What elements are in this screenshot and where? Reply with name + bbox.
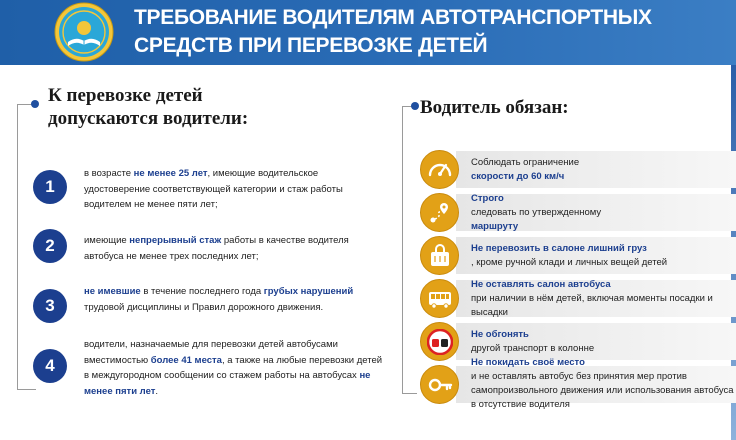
left-item-2-text-b: работы в качестве водителя автобуса не менее трех последних лет; <box>84 235 349 262</box>
left-heading-line-2: допускаются водители: <box>48 108 249 129</box>
left-item-3-text-b: трудовой дисциплины и Правил дорожного движения. <box>84 301 324 313</box>
page-title <box>134 4 652 60</box>
number-badge-3: 3 <box>33 289 67 323</box>
key-icon <box>427 372 453 398</box>
left-item-2-text-a: имеющие <box>84 235 130 246</box>
duty-cargo-bold: Не перевозить в салоне лишний груз <box>471 242 647 254</box>
title-line-2: СРЕДСТВ ПРИ ПЕРЕВОЗКЕ ДЕТЕЙ <box>134 34 488 57</box>
duty-place-text: и не оставлять автобус без принятия мер против самопроизвольного движения или использования автобуса в отсутствие водителя <box>471 371 734 410</box>
left-item-3-bold-a: не имевшие <box>84 286 141 297</box>
number-badge-1: 1 <box>33 170 67 204</box>
left-item-3 <box>84 284 384 315</box>
speedometer-icon <box>427 157 453 183</box>
duty-overtake-bold: Не обгонять <box>471 328 529 340</box>
duty-row-overtake <box>420 323 736 360</box>
duty-text-place <box>471 357 736 410</box>
number-badge-2: 2 <box>33 229 67 263</box>
route-icon <box>427 200 453 226</box>
no-overtaking-icon-badge <box>420 322 459 361</box>
route-icon-badge <box>420 193 459 232</box>
duty-overtake-text: другой транспорт в колонне <box>471 342 595 354</box>
duty-route-text-a: следовать по утвержденному <box>471 206 602 218</box>
left-item-2 <box>84 233 384 264</box>
left-item-3-text-a: в течение последнего года <box>140 286 264 297</box>
duty-speed-bold: скорости до 60 км/ч <box>471 170 565 182</box>
left-item-4 <box>84 337 384 399</box>
bag-icon <box>427 243 453 269</box>
left-item-1-text-a: в возрасте <box>84 168 134 179</box>
no-overtaking-icon <box>427 329 453 355</box>
duty-text-overtake <box>471 323 736 360</box>
duty-row-place <box>420 357 736 410</box>
duty-place-bold: Не покидать своё место <box>471 357 585 368</box>
duty-row-route <box>420 194 736 231</box>
duty-cargo-text: , кроме ручной клади и личных вещей детей <box>471 256 668 268</box>
left-item-2-bold-a: непрерывный стаж <box>129 235 222 246</box>
left-heading-line-1: К перевозке детей <box>48 85 203 106</box>
speedometer-icon-badge <box>420 150 459 189</box>
duty-route-bold-b: маршруту <box>471 220 519 232</box>
left-item-1-text-b: , имеющие водительское удостоверение соответствующей категории и стаж работы водителем не менее пяти лет; <box>84 168 343 210</box>
left-bracket-dot <box>31 100 39 108</box>
left-heading <box>48 84 248 130</box>
duty-speed-text-a: Соблюдать ограничение <box>471 156 580 168</box>
header-banner <box>0 0 736 65</box>
left-item-4-text-b: , а также на любые перевозки детей в междугородном сообщении со стажем работы на автобусах <box>84 354 383 381</box>
duty-text-salon <box>471 280 736 317</box>
left-item-4-text-a: водители, назначаемые для перевозки детей автобусами вместимостью <box>84 339 338 366</box>
bag-icon-badge <box>420 236 459 275</box>
right-bracket-dot <box>411 102 419 110</box>
duty-route-bold-a: Строго <box>471 192 504 204</box>
duty-text-cargo <box>471 237 736 274</box>
left-item-4-text-c: . <box>155 385 159 397</box>
right-bracket <box>402 106 417 394</box>
key-icon-badge <box>420 365 459 404</box>
emblem-logo <box>54 2 114 62</box>
right-heading: Водитель обязан: <box>420 97 569 118</box>
duty-text-route <box>471 194 736 231</box>
left-item-4-bold-b: не менее пяти лет <box>84 370 371 397</box>
bus-icon <box>427 286 453 312</box>
duty-row-cargo <box>420 237 736 274</box>
number-badge-4: 4 <box>33 349 67 383</box>
left-item-3-bold-b: грубых нарушений <box>263 286 354 297</box>
left-item-1-bold-a: не менее 25 лет <box>133 168 208 179</box>
duty-text-speed <box>471 151 736 188</box>
duty-row-speed <box>420 151 736 188</box>
left-item-1 <box>84 166 384 213</box>
duty-salon-bold: Не оставлять салон автобуса <box>471 278 611 290</box>
title-line-1: ТРЕБОВАНИЕ ВОДИТЕЛЯМ АВТОТРАНСПОРТНЫХ <box>134 6 652 29</box>
duty-salon-text: при наличии в нём детей, включая моменты посадки и высадки <box>471 292 713 318</box>
left-item-4-bold-a: более 41 места <box>150 354 222 366</box>
duty-row-salon <box>420 280 736 317</box>
bus-icon-badge <box>420 279 459 318</box>
